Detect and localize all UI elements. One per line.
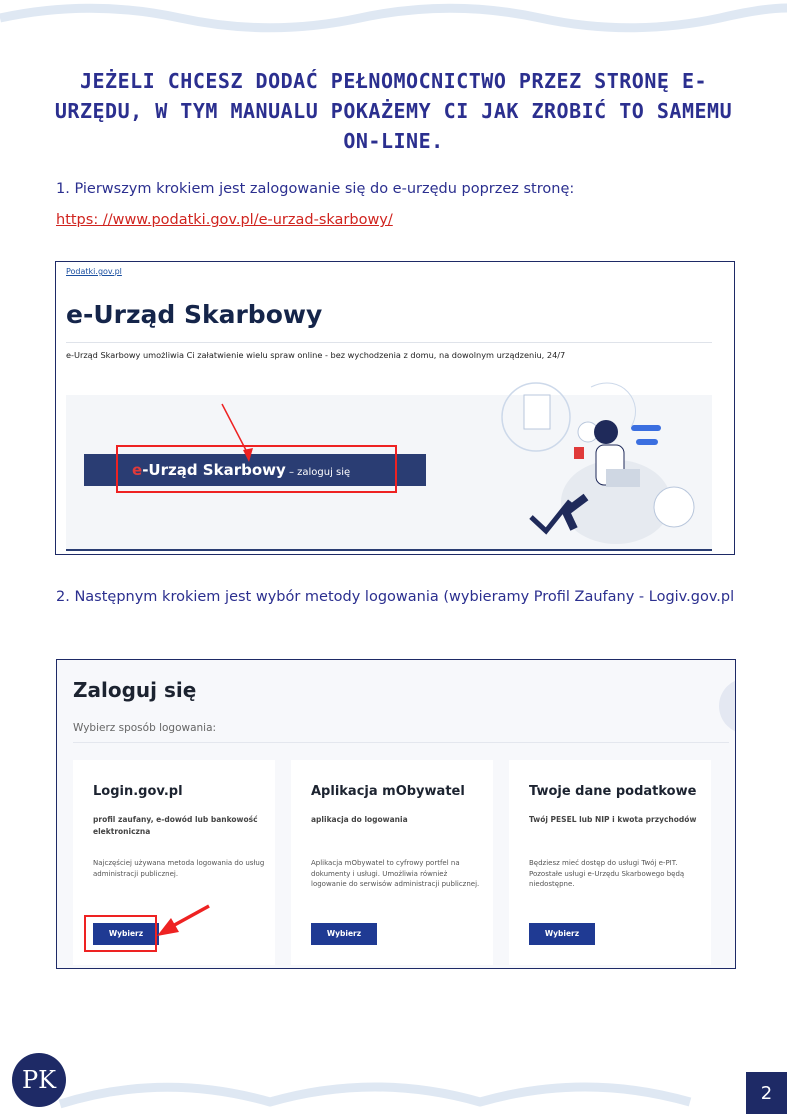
step-1-text: 1. Pierwszym krokiem jest zalogowanie się do e-urzędu poprzez stronę: (56, 181, 575, 197)
step-2-text: 2. Następnym krokiem jest wybór metody logowania (wybieramy Profil Zaufany - Logiv.gov.pl (56, 589, 735, 605)
login-method-screenshot (56, 659, 736, 969)
page-number: 2 (746, 1072, 787, 1114)
person-with-laptop-illustration-icon (496, 377, 711, 552)
source-label: Podatki.gov.pl (66, 267, 122, 276)
login-prefix: e (132, 461, 143, 479)
login-main: -Urząd Skarbowy (142, 461, 286, 479)
card-subtitle: profil zaufany, e-dowód lub bankowość elektroniczna (93, 815, 258, 836)
login-heading: Zaloguj się (73, 678, 197, 702)
card-title: Aplikacja mObywatel (311, 784, 465, 799)
e-urzad-description: e-Urząd Skarbowy umożliwia Ci załatwienie wielu spraw online - bez wychodzenia z domu, na dowolnym urządzeniu, 24/7 (66, 350, 566, 360)
bottom-line (66, 549, 712, 551)
mobywatel-select-button[interactable]: Wybierz (311, 923, 377, 945)
top-wave-decoration (0, 0, 787, 40)
card-title: Twoje dane podatkowe (529, 784, 697, 799)
card-description: Najczęściej używana metoda logowania do usług administracji publicznej. (93, 859, 265, 878)
login-gov-select-button[interactable]: Wybierz (93, 923, 159, 945)
card-subtitle: Twój PESEL lub NIP i kwota przychodów (529, 815, 697, 824)
login-subheading: Wybierz sposób logowania: (73, 722, 217, 734)
red-arrow-icon (57, 660, 736, 969)
e-urzad-heading: e-Urząd Skarbowy (66, 300, 323, 329)
e-urzad-link[interactable]: https: //www.podatki.gov.pl/e-urzad-skarbowy/ (56, 212, 393, 228)
login-suffix: – zaloguj się (285, 467, 351, 478)
tax-data-select-button[interactable]: Wybierz (529, 923, 595, 945)
card-title: Login.gov.pl (93, 784, 183, 799)
card-description: Będziesz mieć dostęp do usługi Twój e-PIT. Pozostałe usługi e-Urzędu Skarbowego będą niedostępne. (529, 859, 685, 888)
pk-logo: PK (12, 1053, 66, 1107)
e-urzad-screenshot (55, 261, 735, 555)
card-description: Aplikacja mObywatel to cyfrowy portfel na dokumenty i usługi. Umożliwia również logowanie do serwisów administracji publicznej. (311, 859, 480, 888)
bottom-wave-decoration (0, 1074, 787, 1114)
page-title: JEŻELI CHCESZ DODAĆ PEŁNOMOCNICTWO PRZEZ STRONĘ E-URZĘDU, W TYM MANUALU POKAŻEMY CI JAK ZROBIĆ TO SAMEMU ON-LINE. (54, 69, 733, 153)
card-subtitle: aplikacja do logowania (311, 815, 408, 824)
